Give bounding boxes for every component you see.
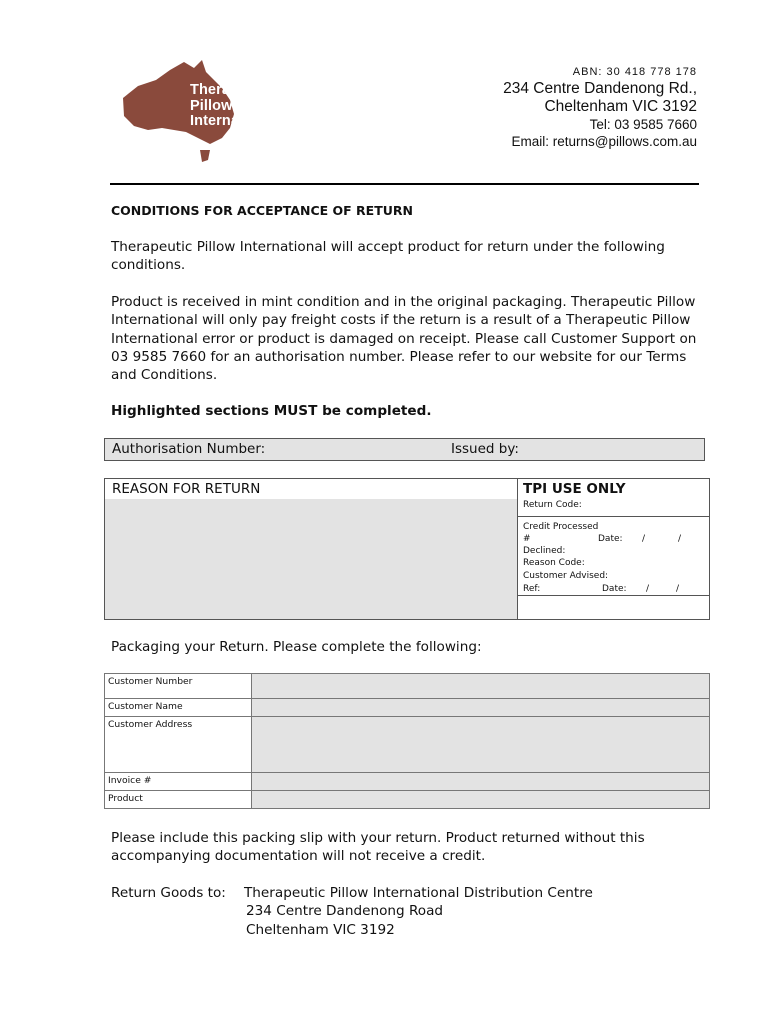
email: Email: returns@pillows.com.au bbox=[511, 134, 697, 149]
table-row bbox=[105, 674, 710, 699]
product-label: Product bbox=[105, 791, 252, 809]
header-divider bbox=[110, 183, 699, 185]
company-logo bbox=[118, 58, 308, 168]
return-address-block bbox=[111, 884, 226, 902]
customer-address-input[interactable] bbox=[252, 717, 710, 773]
date-slash-3: / bbox=[646, 584, 650, 594]
reason-code-label: Reason Code: bbox=[523, 558, 585, 568]
product-input[interactable] bbox=[252, 791, 710, 809]
return-goods-label: Return Goods to: bbox=[111, 885, 226, 901]
reason-header: REASON FOR RETURN bbox=[112, 481, 261, 497]
invoice-input[interactable] bbox=[252, 773, 710, 791]
reason-line-5[interactable] bbox=[105, 595, 518, 619]
abn-number: ABN: 30 418 778 178 bbox=[572, 66, 697, 78]
packing-slip-note: Please include this packing slip with your return. Product returned without this accompanying documentation will not receive a credit. bbox=[111, 830, 645, 865]
company-details bbox=[503, 66, 697, 150]
packaging-intro: Packaging your Return. Please complete the following: bbox=[111, 639, 482, 655]
tpi-header: TPI USE ONLY bbox=[523, 481, 626, 497]
reason-header-cell bbox=[105, 479, 518, 500]
authorisation-number-label: Authorisation Number: bbox=[112, 441, 266, 457]
page-title: CONDITIONS FOR ACCEPTANCE OF RETURN bbox=[111, 203, 413, 218]
logo-line-2: Pillow bbox=[190, 98, 233, 114]
return-address-line-3: Cheltenham VIC 3192 bbox=[246, 921, 395, 938]
date-slash-2: / bbox=[678, 534, 682, 544]
conditions-paragraph: Product is received in mint condition and in the original packaging. Therapeutic Pillow International will only pay freight costs if the return is a result of a Therapeutic Pillow International error or product is damaged on receipt. Please call Customer Support on 03 9585 7660 for an authorisation number. Please refer to our website for our Terms and Conditions. bbox=[111, 294, 697, 384]
credit-date-label: Date: bbox=[598, 534, 623, 544]
table-row bbox=[105, 699, 710, 717]
advised-date-label: Date: bbox=[602, 584, 627, 594]
tpi-use-only-column bbox=[518, 479, 709, 619]
issued-by-label: Issued by: bbox=[451, 441, 519, 457]
intro-paragraph: Therapeutic Pillow International will accept product for return under the following conditions. bbox=[111, 239, 665, 274]
customer-name-input[interactable] bbox=[252, 699, 710, 717]
table-row bbox=[105, 791, 710, 809]
customer-advised-label: Customer Advised: bbox=[523, 571, 609, 581]
return-address-line-2: 234 Centre Dandenong Road bbox=[246, 903, 444, 920]
customer-address-label: Customer Address bbox=[105, 717, 252, 773]
address-line-2: Cheltenham VIC 3192 bbox=[544, 98, 697, 115]
ref-label: Ref: bbox=[523, 584, 541, 594]
table-row bbox=[105, 773, 710, 791]
reason-line-2[interactable] bbox=[105, 523, 518, 548]
credit-processed-label: Credit Processed bbox=[523, 522, 599, 532]
invoice-label: Invoice # bbox=[105, 773, 252, 791]
date-slash-1: / bbox=[642, 534, 646, 544]
authorisation-row[interactable] bbox=[104, 438, 705, 461]
customer-number-input[interactable] bbox=[252, 674, 710, 699]
customer-name-label: Customer Name bbox=[105, 699, 252, 717]
logo-line-3: International bbox=[190, 113, 279, 129]
reason-table bbox=[104, 478, 710, 620]
credit-number-label: # bbox=[523, 534, 531, 544]
reason-line-3[interactable] bbox=[105, 547, 518, 572]
address-line-1: 234 Centre Dandenong Rd., bbox=[503, 80, 697, 97]
reason-line-4[interactable] bbox=[105, 571, 518, 596]
table-row bbox=[105, 717, 710, 773]
customer-number-label: Customer Number bbox=[105, 674, 252, 699]
return-code-label: Return Code: bbox=[523, 500, 582, 510]
reason-line-1[interactable] bbox=[105, 499, 518, 524]
telephone: Tel: 03 9585 7660 bbox=[589, 117, 697, 132]
highlight-note: Highlighted sections MUST be completed. bbox=[111, 403, 432, 419]
return-address-line-1: Therapeutic Pillow International Distribution Centre bbox=[244, 885, 593, 901]
return-address-lines bbox=[244, 884, 593, 939]
declined-label: Declined: bbox=[523, 546, 566, 556]
packaging-table bbox=[104, 673, 710, 809]
date-slash-4: / bbox=[676, 584, 680, 594]
logo-line-1: Therapeutic bbox=[190, 82, 274, 98]
